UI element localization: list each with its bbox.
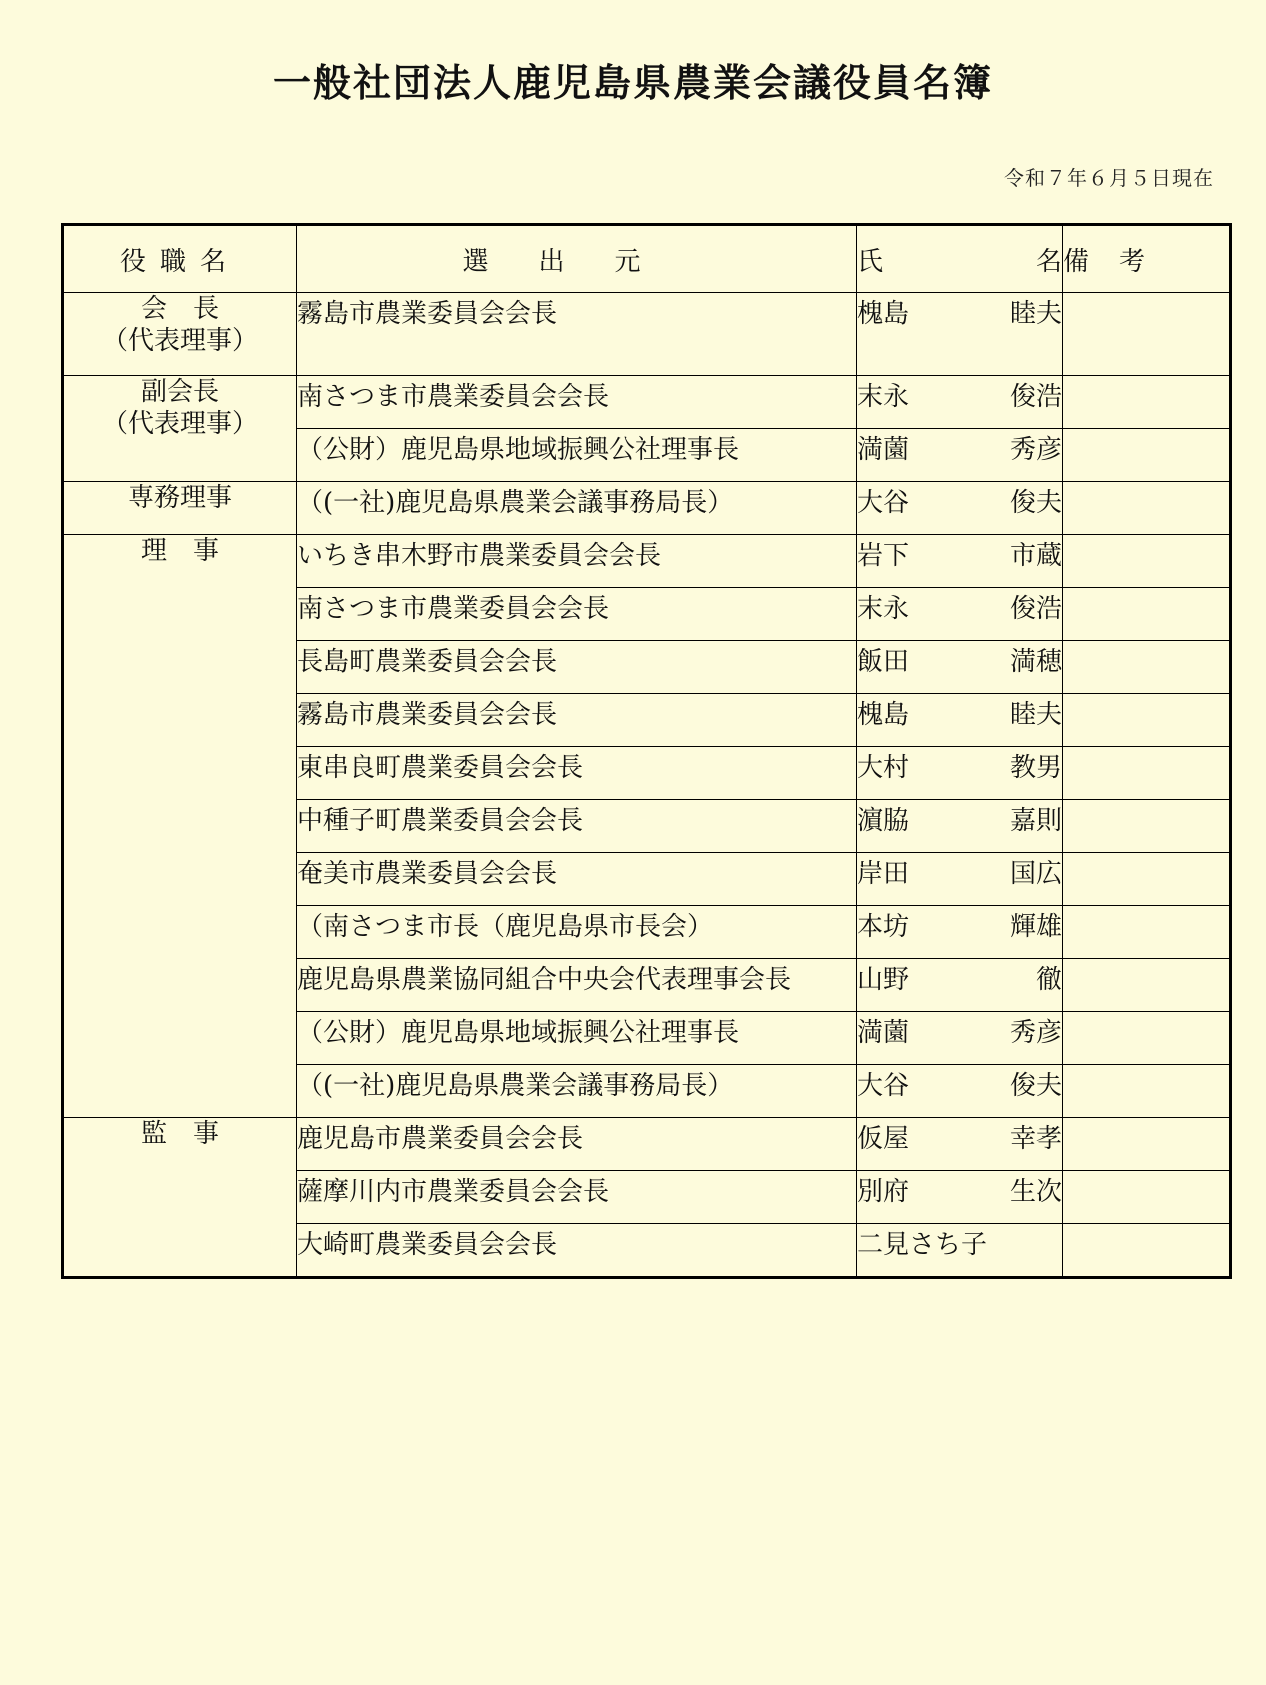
note-cell [1063,535,1231,588]
family-name: 岸田 [857,859,910,889]
officer-roster-table [61,223,1232,1279]
position-label: （代表理事） [101,409,258,439]
given-name: 睦夫 [1009,700,1062,730]
position-label: 監 事 [140,1119,219,1149]
note-cell [1063,429,1231,482]
member-name [857,959,1062,996]
note-cell [1063,800,1231,853]
note-cell [1063,588,1231,641]
note-cell [1063,1065,1231,1118]
name-cell [857,376,1063,429]
given-name: 秀彦 [1009,435,1062,465]
name-cell [857,293,1063,376]
position-label: 理 事 [140,536,219,566]
member-name [857,747,1062,784]
note-cell [1063,1118,1231,1171]
position-cell [63,482,297,535]
header-position: 役職名 [63,225,297,293]
note-cell [1063,1224,1231,1278]
family-name: 満薗 [857,435,910,465]
note-cell [1063,293,1231,376]
source-cell: 鹿児島県農業協同組合中央会代表理事会長 [297,959,857,1012]
name-cell [857,1171,1063,1224]
note-cell [1063,641,1231,694]
table-row [63,535,1231,588]
family-name: 濵脇 [857,806,910,836]
name-cell [857,959,1063,1012]
source-cell: 中種子町農業委員会会長 [297,800,857,853]
source-cell: 南さつま市農業委員会会長 [297,376,857,429]
source-cell: （公財）鹿児島県地域振興公社理事長 [297,1012,857,1065]
source-cell: いちき串木野市農業委員会会長 [297,535,857,588]
member-name [857,482,1062,519]
source-cell: （公財）鹿児島県地域振興公社理事長 [297,429,857,482]
family-name: 大谷 [857,488,910,518]
given-name: 俊夫 [1009,1071,1062,1101]
name-cell [857,853,1063,906]
family-name: 大村 [857,753,910,783]
given-name: 生次 [1009,1177,1062,1207]
header-note: 備考 [1063,225,1231,293]
given-name: 徹 [1035,965,1062,995]
note-cell [1063,694,1231,747]
member-name [857,429,1062,466]
family-name: 本坊 [857,912,910,942]
source-cell: 南さつま市農業委員会会長 [297,588,857,641]
note-cell [1063,1171,1231,1224]
member-name [857,1012,1062,1049]
family-name: 末永 [857,382,910,412]
member-name [857,853,1062,890]
source-cell: （(一社)鹿児島県農業会議事務局長） [297,1065,857,1118]
family-name: 仮屋 [857,1124,910,1154]
name-cell [857,747,1063,800]
member-name [857,1224,1062,1261]
given-name: 輝雄 [1009,912,1062,942]
position-cell [63,293,297,376]
as-of-date: 令和７年６月５日現在 [1004,166,1214,190]
member-name [857,1118,1062,1155]
header-name: 氏名 [857,225,1063,293]
note-cell [1063,482,1231,535]
name-cell [857,482,1063,535]
document-title: 一般社団法人鹿児島県農業会議役員名簿 [272,61,993,105]
position-cell [63,535,297,1118]
family-name: 二見さち子 [857,1230,988,1260]
table-row [63,482,1231,535]
given-name: 教男 [1009,753,1062,783]
given-name: 満穂 [1009,647,1062,677]
position-label: （代表理事） [101,326,258,356]
member-name [857,906,1062,943]
source-cell: 霧島市農業委員会会長 [297,694,857,747]
family-name: 山野 [857,965,910,995]
family-name: 別府 [857,1177,910,1207]
source-cell: （南さつま市長（鹿児島県市長会） [297,906,857,959]
note-cell [1063,959,1231,1012]
family-name: 末永 [857,594,910,624]
given-name: 俊夫 [1009,488,1062,518]
family-name: 槐島 [857,700,910,730]
family-name: 大谷 [857,1071,910,1101]
note-cell [1063,853,1231,906]
position-cell [63,376,297,482]
position-label: 会 長 [140,294,219,324]
header-row [63,225,1231,293]
header-source: 選出元 [297,225,857,293]
family-name: 岩下 [857,541,910,571]
name-cell [857,641,1063,694]
name-cell [857,1224,1063,1278]
position-label: 副会長 [140,377,219,407]
given-name: 幸孝 [1009,1124,1062,1154]
source-cell: 長島町農業委員会会長 [297,641,857,694]
source-cell: 霧島市農業委員会会長 [297,293,857,376]
member-name [857,293,1062,330]
given-name: 俊浩 [1009,594,1062,624]
note-cell [1063,906,1231,959]
source-cell: 奄美市農業委員会会長 [297,853,857,906]
family-name: 飯田 [857,647,910,677]
source-cell: 鹿児島市農業委員会会長 [297,1118,857,1171]
source-cell: （(一社)鹿児島県農業会議事務局長） [297,482,857,535]
family-name: 満薗 [857,1018,910,1048]
member-name [857,376,1062,413]
name-cell [857,1118,1063,1171]
name-cell [857,535,1063,588]
given-name: 秀彦 [1009,1018,1062,1048]
name-cell [857,429,1063,482]
source-cell: 大崎町農業委員会会長 [297,1224,857,1278]
member-name [857,800,1062,837]
name-cell [857,1065,1063,1118]
note-cell [1063,747,1231,800]
given-name: 俊浩 [1009,382,1062,412]
member-name [857,535,1062,572]
position-label: 専務理事 [127,483,232,513]
name-cell [857,906,1063,959]
family-name: 槐島 [857,299,910,329]
member-name [857,1065,1062,1102]
member-name [857,641,1062,678]
source-cell: 薩摩川内市農業委員会会長 [297,1171,857,1224]
name-cell [857,800,1063,853]
source-cell: 東串良町農業委員会会長 [297,747,857,800]
given-name: 国広 [1009,859,1062,889]
position-cell [63,1118,297,1278]
member-name [857,1171,1062,1208]
name-cell [857,1012,1063,1065]
given-name: 市蔵 [1009,541,1062,571]
name-cell [857,588,1063,641]
given-name: 睦夫 [1009,299,1062,329]
roster-body [63,293,1231,1278]
table-row [63,293,1231,376]
given-name: 嘉則 [1009,806,1062,836]
note-cell [1063,376,1231,429]
note-cell [1063,1012,1231,1065]
table-row [63,376,1231,429]
table-row [63,1118,1231,1171]
name-cell [857,694,1063,747]
member-name [857,588,1062,625]
member-name [857,694,1062,731]
